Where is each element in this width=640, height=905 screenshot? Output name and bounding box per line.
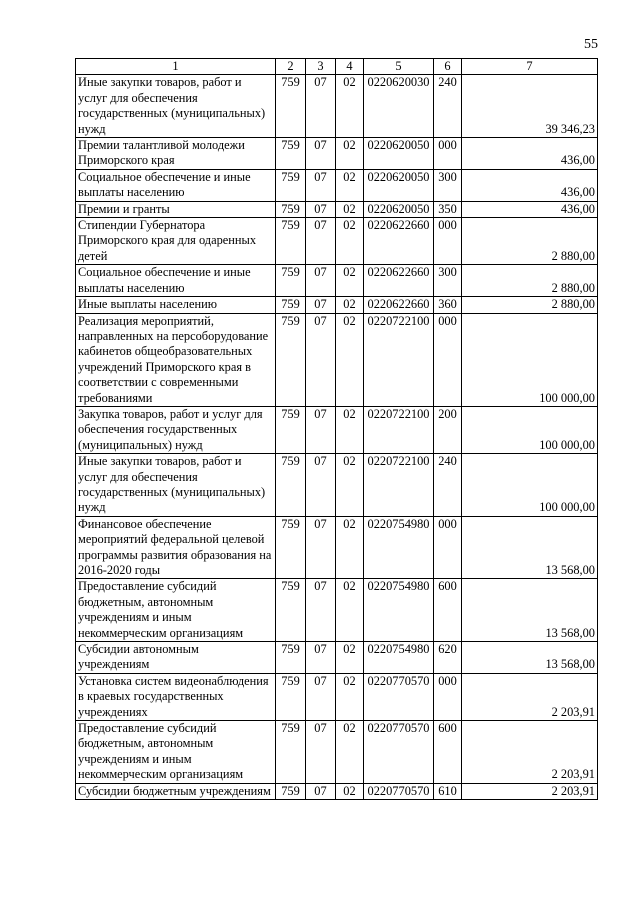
header-cell: 4 [336, 59, 364, 75]
table-row [76, 454, 598, 517]
section-code-cell: 07 [306, 218, 336, 265]
table-row [76, 642, 598, 674]
expense-type-cell: 600 [434, 579, 462, 642]
table-row [76, 406, 598, 453]
header-cell: 3 [306, 59, 336, 75]
row-name-cell: Стипендии Губернатора Приморского края для одаренных детей [76, 218, 276, 265]
ministry-code-cell: 759 [276, 516, 306, 579]
expense-type-cell: 300 [434, 169, 462, 201]
subsection-code-cell: 02 [336, 138, 364, 170]
row-name-cell: Социальное обеспечение и иные выплаты населению [76, 169, 276, 201]
expense-type-cell: 620 [434, 642, 462, 674]
section-code-cell: 07 [306, 406, 336, 453]
row-name-cell: Субсидии автономным учреждениям [76, 642, 276, 674]
header-cell: 2 [276, 59, 306, 75]
section-code-cell: 07 [306, 201, 336, 217]
table-row [76, 673, 598, 720]
amount-cell: 2 880,00 [462, 297, 598, 313]
subsection-code-cell: 02 [336, 218, 364, 265]
ministry-code-cell: 759 [276, 313, 306, 406]
expense-type-cell: 240 [434, 75, 462, 138]
target-article-cell: 0220722100 [364, 313, 434, 406]
table-row [76, 579, 598, 642]
ministry-code-cell: 759 [276, 579, 306, 642]
header-cell: 5 [364, 59, 434, 75]
row-name-cell: Премии и гранты [76, 201, 276, 217]
expense-type-cell: 000 [434, 138, 462, 170]
amount-cell: 2 203,91 [462, 673, 598, 720]
row-name-cell: Предоставление субсидий бюджетным, автономным учреждениям и иным некоммерческим организациям [76, 721, 276, 784]
amount-cell: 2 203,91 [462, 721, 598, 784]
row-name-cell: Финансовое обеспечение мероприятий федеральной целевой программы развития образования на 2016-2020 годы [76, 516, 276, 579]
table-row [76, 313, 598, 406]
amount-cell: 39 346,23 [462, 75, 598, 138]
expense-type-cell: 600 [434, 721, 462, 784]
amount-cell: 436,00 [462, 138, 598, 170]
row-name-cell: Премии талантливой молодежи Приморского края [76, 138, 276, 170]
subsection-code-cell: 02 [336, 454, 364, 517]
budget-table [75, 58, 598, 800]
expense-type-cell: 610 [434, 783, 462, 799]
section-code-cell: 07 [306, 783, 336, 799]
target-article-cell: 0220754980 [364, 579, 434, 642]
section-code-cell: 07 [306, 265, 336, 297]
target-article-cell: 0220622660 [364, 265, 434, 297]
expense-type-cell: 240 [434, 454, 462, 517]
amount-cell: 13 568,00 [462, 642, 598, 674]
amount-cell: 2 880,00 [462, 265, 598, 297]
table-row [76, 265, 598, 297]
expense-type-cell: 000 [434, 673, 462, 720]
row-name-cell: Предоставление субсидий бюджетным, автономным учреждениям и иным некоммерческим организациям [76, 579, 276, 642]
amount-cell: 13 568,00 [462, 579, 598, 642]
subsection-code-cell: 02 [336, 265, 364, 297]
ministry-code-cell: 759 [276, 201, 306, 217]
subsection-code-cell: 02 [336, 297, 364, 313]
row-name-cell: Установка систем видеонаблюдения в краевых государственных учреждениях [76, 673, 276, 720]
ministry-code-cell: 759 [276, 218, 306, 265]
table-row [76, 297, 598, 313]
subsection-code-cell: 02 [336, 579, 364, 642]
header-cell: 6 [434, 59, 462, 75]
row-name-cell: Реализация мероприятий, направленных на персоборудование кабинетов общеобразовательных учреждений Приморского края в соответствии с современными требованиями [76, 313, 276, 406]
expense-type-cell: 000 [434, 313, 462, 406]
section-code-cell: 07 [306, 579, 336, 642]
subsection-code-cell: 02 [336, 75, 364, 138]
row-name-cell: Закупка товаров, работ и услуг для обеспечения государственных (муниципальных) нужд [76, 406, 276, 453]
amount-cell: 100 000,00 [462, 313, 598, 406]
subsection-code-cell: 02 [336, 721, 364, 784]
subsection-code-cell: 02 [336, 673, 364, 720]
section-code-cell: 07 [306, 721, 336, 784]
row-name-cell: Иные выплаты населению [76, 297, 276, 313]
amount-cell: 2 203,91 [462, 783, 598, 799]
amount-cell: 436,00 [462, 201, 598, 217]
header-cell: 7 [462, 59, 598, 75]
target-article-cell: 0220620050 [364, 138, 434, 170]
ministry-code-cell: 759 [276, 169, 306, 201]
subsection-code-cell: 02 [336, 783, 364, 799]
target-article-cell: 0220770570 [364, 673, 434, 720]
ministry-code-cell: 759 [276, 721, 306, 784]
table-header-row [76, 59, 598, 75]
amount-cell: 436,00 [462, 169, 598, 201]
table-row [76, 169, 598, 201]
section-code-cell: 07 [306, 138, 336, 170]
section-code-cell: 07 [306, 297, 336, 313]
expense-type-cell: 350 [434, 201, 462, 217]
ministry-code-cell: 759 [276, 454, 306, 517]
subsection-code-cell: 02 [336, 201, 364, 217]
section-code-cell: 07 [306, 642, 336, 674]
expense-type-cell: 000 [434, 218, 462, 265]
table-row [76, 721, 598, 784]
table-row [76, 783, 598, 799]
subsection-code-cell: 02 [336, 516, 364, 579]
row-name-cell: Иные закупки товаров, работ и услуг для обеспечения государственных (муниципальных) нужд [76, 454, 276, 517]
target-article-cell: 0220754980 [364, 516, 434, 579]
row-name-cell: Иные закупки товаров, работ и услуг для обеспечения государственных (муниципальных) нужд [76, 75, 276, 138]
expense-type-cell: 000 [434, 516, 462, 579]
target-article-cell: 0220722100 [364, 406, 434, 453]
header-cell: 1 [76, 59, 276, 75]
amount-cell: 100 000,00 [462, 454, 598, 517]
target-article-cell: 0220620050 [364, 169, 434, 201]
table-row [76, 201, 598, 217]
target-article-cell: 0220622660 [364, 218, 434, 265]
section-code-cell: 07 [306, 313, 336, 406]
table-row [76, 138, 598, 170]
row-name-cell: Субсидии бюджетным учреждениям [76, 783, 276, 799]
amount-cell: 100 000,00 [462, 406, 598, 453]
target-article-cell: 0220620050 [364, 201, 434, 217]
subsection-code-cell: 02 [336, 313, 364, 406]
subsection-code-cell: 02 [336, 642, 364, 674]
ministry-code-cell: 759 [276, 673, 306, 720]
expense-type-cell: 300 [434, 265, 462, 297]
amount-cell: 13 568,00 [462, 516, 598, 579]
target-article-cell: 0220622660 [364, 297, 434, 313]
row-name-cell: Социальное обеспечение и иные выплаты населению [76, 265, 276, 297]
ministry-code-cell: 759 [276, 406, 306, 453]
target-article-cell: 0220770570 [364, 721, 434, 784]
table-row [76, 516, 598, 579]
ministry-code-cell: 759 [276, 642, 306, 674]
subsection-code-cell: 02 [336, 406, 364, 453]
expense-type-cell: 200 [434, 406, 462, 453]
expense-type-cell: 360 [434, 297, 462, 313]
ministry-code-cell: 759 [276, 75, 306, 138]
ministry-code-cell: 759 [276, 297, 306, 313]
table-row [76, 218, 598, 265]
subsection-code-cell: 02 [336, 169, 364, 201]
ministry-code-cell: 759 [276, 265, 306, 297]
table-row [76, 75, 598, 138]
ministry-code-cell: 759 [276, 783, 306, 799]
target-article-cell: 0220770570 [364, 783, 434, 799]
ministry-code-cell: 759 [276, 138, 306, 170]
target-article-cell: 0220620030 [364, 75, 434, 138]
section-code-cell: 07 [306, 454, 336, 517]
page-number: 55 [584, 37, 598, 52]
section-code-cell: 07 [306, 75, 336, 138]
target-article-cell: 0220754980 [364, 642, 434, 674]
section-code-cell: 07 [306, 169, 336, 201]
amount-cell: 2 880,00 [462, 218, 598, 265]
section-code-cell: 07 [306, 673, 336, 720]
section-code-cell: 07 [306, 516, 336, 579]
target-article-cell: 0220722100 [364, 454, 434, 517]
